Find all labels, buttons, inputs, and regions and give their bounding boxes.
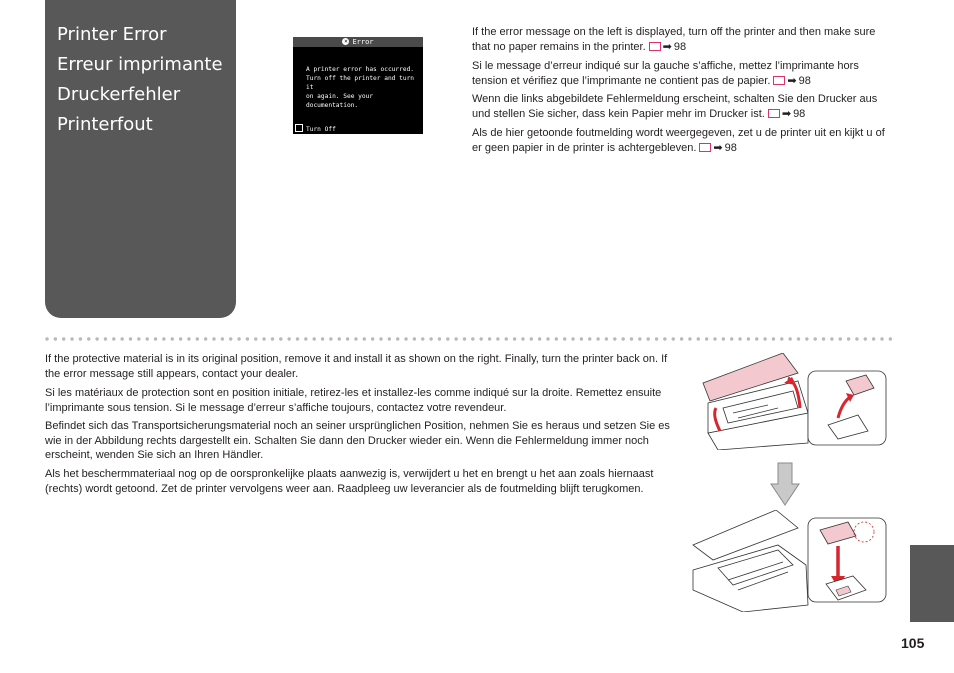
- arrow-right-icon: ➡: [662, 40, 672, 53]
- printer-install-illustration: [688, 510, 888, 612]
- lcd-line: Turn off the printer and turn it: [306, 75, 415, 91]
- title-fr: Erreur imprimante: [57, 54, 223, 75]
- lcd-footer-text: Turn Off: [306, 126, 336, 133]
- lcd-header: [293, 37, 423, 47]
- lcd-message: [306, 65, 418, 110]
- title-nl: Printerfout: [57, 114, 153, 135]
- lcd-line: A printer error has occurred.: [306, 66, 415, 73]
- page-ref[interactable]: 98: [673, 40, 687, 53]
- error-x-icon: ×: [344, 38, 348, 45]
- title-en: Printer Error: [57, 24, 167, 45]
- page-number: 105: [901, 635, 925, 651]
- arrow-right-icon: ➡: [713, 141, 723, 154]
- bottom-paragraph-en: If the protective material is in its original position, remove it and install it as shown on the right. Finally, turn the printer back on. If the error message still appears, contact your dealer.: [45, 353, 668, 380]
- page-ref[interactable]: 98: [793, 107, 806, 120]
- page-ref[interactable]: 98: [798, 74, 811, 87]
- page-ref[interactable]: 98: [724, 141, 737, 154]
- paragraph-text: Als de hier getoonde foutmelding wordt weergegeven, zet u de printer uit en kijkt u of er geen papier in de printer is achtergebleven.: [472, 127, 885, 154]
- paragraph-text: Wenn die links abgebildete Fehlermeldung erscheint, schalten Sie den Drucker aus und stellen Sie sicher, dass kein Papier mehr im Drucker ist.: [472, 93, 878, 120]
- book-icon: [773, 76, 785, 85]
- down-arrow-icon: [770, 462, 800, 506]
- top-paragraph-fr: [472, 59, 896, 88]
- lcd-line: documentation.: [306, 102, 359, 109]
- bottom-paragraph-de: Befindet sich das Transportsicherungsmaterial noch an seiner ursprünglichen Position, nehmen Sie es heraus und setzen Sie es wie in der Abbildung rechts dargestellt ein. Schalten Sie dann den Drucker wieder ein. Wenn die Fehlermeldung immer noch erscheint, wenden Sie sich an Ihren Händler.: [45, 420, 670, 461]
- arrow-right-icon: ➡: [787, 74, 797, 87]
- arrow-right-icon: ➡: [781, 107, 792, 120]
- paragraph-text: Si le message d’erreur indiqué sur la gauche s’affiche, mettez l’imprimante hors tension et vérifiez que l’imprimante ne contient pas de papier.: [472, 60, 859, 87]
- title-panel: [45, 0, 236, 318]
- top-paragraph-nl: [472, 126, 896, 155]
- page-tab: [910, 545, 954, 622]
- lcd-screen: [293, 37, 423, 134]
- top-paragraph-de: [472, 92, 896, 121]
- bottom-paragraph-fr: Si les matériaux de protection sont en position initiale, retirez-les et installez-les comme indiqué sur la droite. Remettez ensuite l’imprimante sous tension. Si le message d’erreur s’affiche toujours, contactez votre revendeur.: [45, 387, 662, 414]
- dotted-divider: [45, 337, 893, 341]
- bottom-paragraph-nl: Als het beschermmateriaal nog op de oorspronkelijke plaats aanwezig is, verwijdert u het en brengt u het aan zoals hiernaast (rechts) wordt getoond. Zet de printer vervolgens weer aan. Raadpleeg uw leverancier als de foutmelding blijft terugkomen.: [45, 468, 654, 495]
- ok-key-icon: [295, 124, 303, 132]
- printer-open-illustration: [688, 353, 888, 450]
- book-icon: [699, 143, 711, 152]
- paragraph-text: If the error message on the left is displayed, turn off the printer and then make sure that no paper remains in the printer.: [472, 26, 876, 53]
- lcd-footer: [293, 124, 423, 134]
- lcd-line: on again. See your: [306, 93, 374, 100]
- title-de: Druckerfehler: [57, 84, 181, 105]
- book-icon: [768, 109, 780, 118]
- top-paragraph-en: [472, 25, 896, 54]
- lcd-header-text: Error: [352, 38, 374, 46]
- book-icon: [649, 42, 661, 51]
